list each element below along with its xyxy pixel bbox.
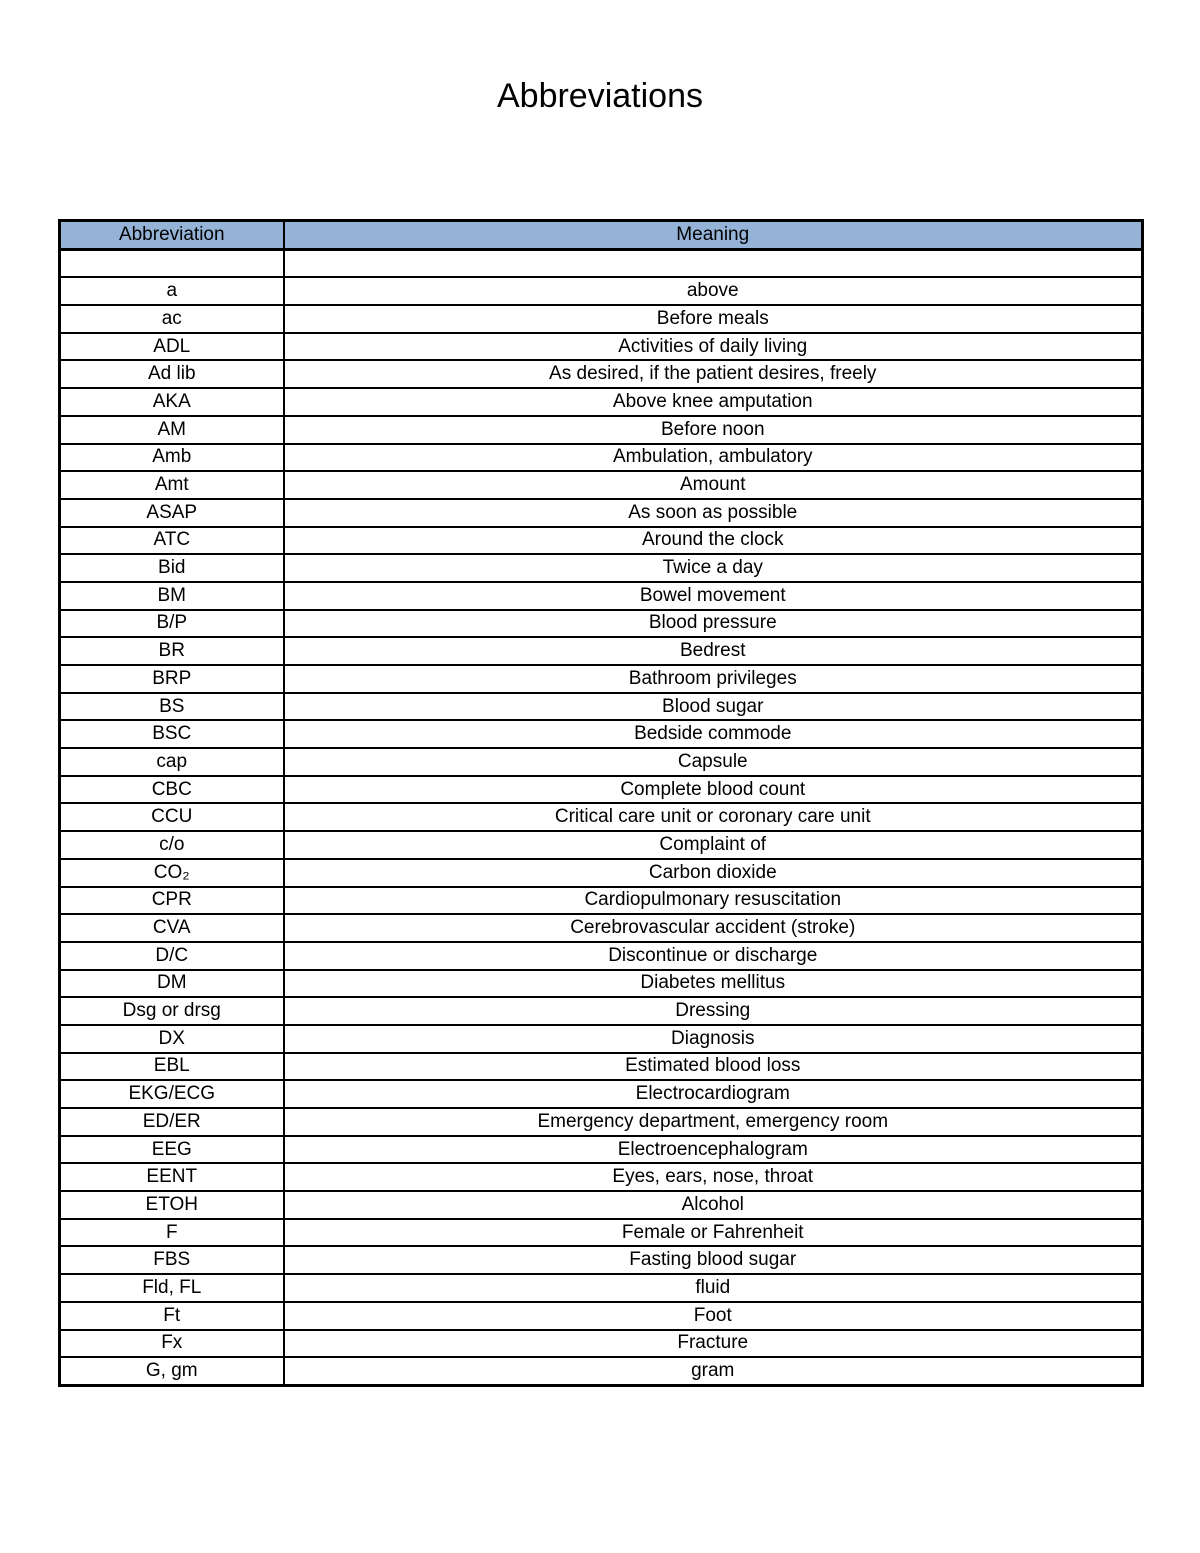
cell-meaning: Electroencephalogram	[284, 1136, 1143, 1164]
cell-meaning: Diabetes mellitus	[284, 970, 1143, 998]
cell-meaning: Before meals	[284, 305, 1143, 333]
cell-abbreviation: BR	[60, 637, 284, 665]
cell-abbreviation: ac	[60, 305, 284, 333]
cell-abbreviation: ADL	[60, 333, 284, 361]
cell-abbreviation: ETOH	[60, 1191, 284, 1219]
table-row	[60, 914, 1143, 942]
cell-meaning: Capsule	[284, 748, 1143, 776]
cell-meaning: Ambulation, ambulatory	[284, 444, 1143, 472]
cell-meaning: Activities of daily living	[284, 333, 1143, 361]
cell-abbreviation: BSC	[60, 720, 284, 748]
table-row	[60, 942, 1143, 970]
cell-abbreviation: CVA	[60, 914, 284, 942]
table-row	[60, 1357, 1143, 1385]
table-row	[60, 471, 1143, 499]
table-row	[60, 803, 1143, 831]
table-row	[60, 776, 1143, 804]
table-row	[60, 1191, 1143, 1219]
cell-abbreviation: FBS	[60, 1246, 284, 1274]
cell-abbreviation: CPR	[60, 887, 284, 915]
cell-abbreviation: Ad lib	[60, 360, 284, 388]
cell-meaning: Cardiopulmonary resuscitation	[284, 887, 1143, 915]
table-row	[60, 388, 1143, 416]
cell-meaning: Emergency department, emergency room	[284, 1108, 1143, 1136]
table-row	[60, 360, 1143, 388]
table-row	[60, 333, 1143, 361]
table-row	[60, 444, 1143, 472]
cell-meaning: Estimated blood loss	[284, 1053, 1143, 1081]
table-row	[60, 748, 1143, 776]
cell-abbreviation: B/P	[60, 610, 284, 638]
table-row	[60, 305, 1143, 333]
cell-meaning: Dressing	[284, 997, 1143, 1025]
cell-abbreviation: D/C	[60, 942, 284, 970]
table-row	[60, 1163, 1143, 1191]
cell-abbreviation: Dsg or drsg	[60, 997, 284, 1025]
cell-meaning: Complaint of	[284, 831, 1143, 859]
cell-abbreviation: BS	[60, 693, 284, 721]
cell-meaning: Around the clock	[284, 527, 1143, 555]
cell-meaning: As desired, if the patient desires, freely	[284, 360, 1143, 388]
table-row	[60, 831, 1143, 859]
cell-meaning: Bedrest	[284, 637, 1143, 665]
cell-abbreviation: EKG/ECG	[60, 1080, 284, 1108]
cell-meaning: Twice a day	[284, 554, 1143, 582]
cell-meaning: Blood pressure	[284, 610, 1143, 638]
table-row	[60, 1219, 1143, 1247]
cell-abbreviation	[60, 249, 284, 277]
cell-meaning: Before noon	[284, 416, 1143, 444]
cell-abbreviation: DM	[60, 970, 284, 998]
cell-abbreviation: F	[60, 1219, 284, 1247]
cell-meaning: Carbon dioxide	[284, 859, 1143, 887]
table-row	[60, 693, 1143, 721]
cell-abbreviation: Amb	[60, 444, 284, 472]
cell-meaning: Alcohol	[284, 1191, 1143, 1219]
table-row	[60, 1330, 1143, 1358]
table-row	[60, 554, 1143, 582]
table-row	[60, 1108, 1143, 1136]
cell-meaning: Complete blood count	[284, 776, 1143, 804]
header-meaning: Meaning	[284, 221, 1143, 250]
cell-abbreviation: Ft	[60, 1302, 284, 1330]
cell-meaning: Electrocardiogram	[284, 1080, 1143, 1108]
table-row	[60, 970, 1143, 998]
table-body	[60, 249, 1143, 1385]
table-row	[60, 665, 1143, 693]
cell-meaning: Fracture	[284, 1330, 1143, 1358]
abbreviations-table	[58, 219, 1144, 1387]
table-row	[60, 527, 1143, 555]
cell-meaning: Foot	[284, 1302, 1143, 1330]
cell-abbreviation: EEG	[60, 1136, 284, 1164]
cell-abbreviation: EENT	[60, 1163, 284, 1191]
cell-abbreviation: c/o	[60, 831, 284, 859]
cell-abbreviation: Amt	[60, 471, 284, 499]
cell-abbreviation: cap	[60, 748, 284, 776]
table-row	[60, 1025, 1143, 1053]
cell-abbreviation: BRP	[60, 665, 284, 693]
cell-abbreviation: a	[60, 277, 284, 305]
table-row	[60, 1080, 1143, 1108]
page-title: Abbreviations	[496, 77, 703, 115]
cell-meaning: Blood sugar	[284, 693, 1143, 721]
cell-abbreviation: CCU	[60, 803, 284, 831]
cell-meaning: Amount	[284, 471, 1143, 499]
cell-meaning: Female or Fahrenheit	[284, 1219, 1143, 1247]
cell-abbreviation: CBC	[60, 776, 284, 804]
header-abbreviation: Abbreviation	[60, 221, 284, 250]
table-row	[60, 416, 1143, 444]
cell-abbreviation: Bid	[60, 554, 284, 582]
cell-abbreviation: EBL	[60, 1053, 284, 1081]
table-row	[60, 1053, 1143, 1081]
cell-meaning: Fasting blood sugar	[284, 1246, 1143, 1274]
cell-meaning: Cerebrovascular accident (stroke)	[284, 914, 1143, 942]
table-row	[60, 859, 1143, 887]
cell-abbreviation: ASAP	[60, 499, 284, 527]
cell-meaning: fluid	[284, 1274, 1143, 1302]
table-row	[60, 720, 1143, 748]
table-row	[60, 1274, 1143, 1302]
cell-meaning: Bathroom privileges	[284, 665, 1143, 693]
cell-meaning: above	[284, 277, 1143, 305]
table-row	[60, 610, 1143, 638]
cell-abbreviation: Fx	[60, 1330, 284, 1358]
table-row	[60, 997, 1143, 1025]
cell-abbreviation: AKA	[60, 388, 284, 416]
cell-meaning: Bowel movement	[284, 582, 1143, 610]
cell-meaning: gram	[284, 1357, 1143, 1385]
table-row	[60, 582, 1143, 610]
table-row	[60, 887, 1143, 915]
cell-abbreviation: ED/ER	[60, 1108, 284, 1136]
table-row	[60, 1302, 1143, 1330]
cell-abbreviation: CO₂	[60, 859, 284, 887]
table-row	[60, 637, 1143, 665]
table-row	[60, 249, 1143, 277]
cell-abbreviation: ATC	[60, 527, 284, 555]
cell-abbreviation: DX	[60, 1025, 284, 1053]
cell-abbreviation: G, gm	[60, 1357, 284, 1385]
cell-meaning: Eyes, ears, nose, throat	[284, 1163, 1143, 1191]
cell-abbreviation: Fld, FL	[60, 1274, 284, 1302]
cell-meaning: Bedside commode	[284, 720, 1143, 748]
cell-meaning: Critical care unit or coronary care unit	[284, 803, 1143, 831]
cell-abbreviation: AM	[60, 416, 284, 444]
cell-meaning	[284, 249, 1143, 277]
cell-meaning: Above knee amputation	[284, 388, 1143, 416]
table-row	[60, 499, 1143, 527]
cell-meaning: As soon as possible	[284, 499, 1143, 527]
table-row	[60, 1136, 1143, 1164]
table-row	[60, 277, 1143, 305]
table-row	[60, 1246, 1143, 1274]
cell-abbreviation: BM	[60, 582, 284, 610]
cell-meaning: Diagnosis	[284, 1025, 1143, 1053]
cell-meaning: Discontinue or discharge	[284, 942, 1143, 970]
table-header-row	[60, 221, 1143, 250]
